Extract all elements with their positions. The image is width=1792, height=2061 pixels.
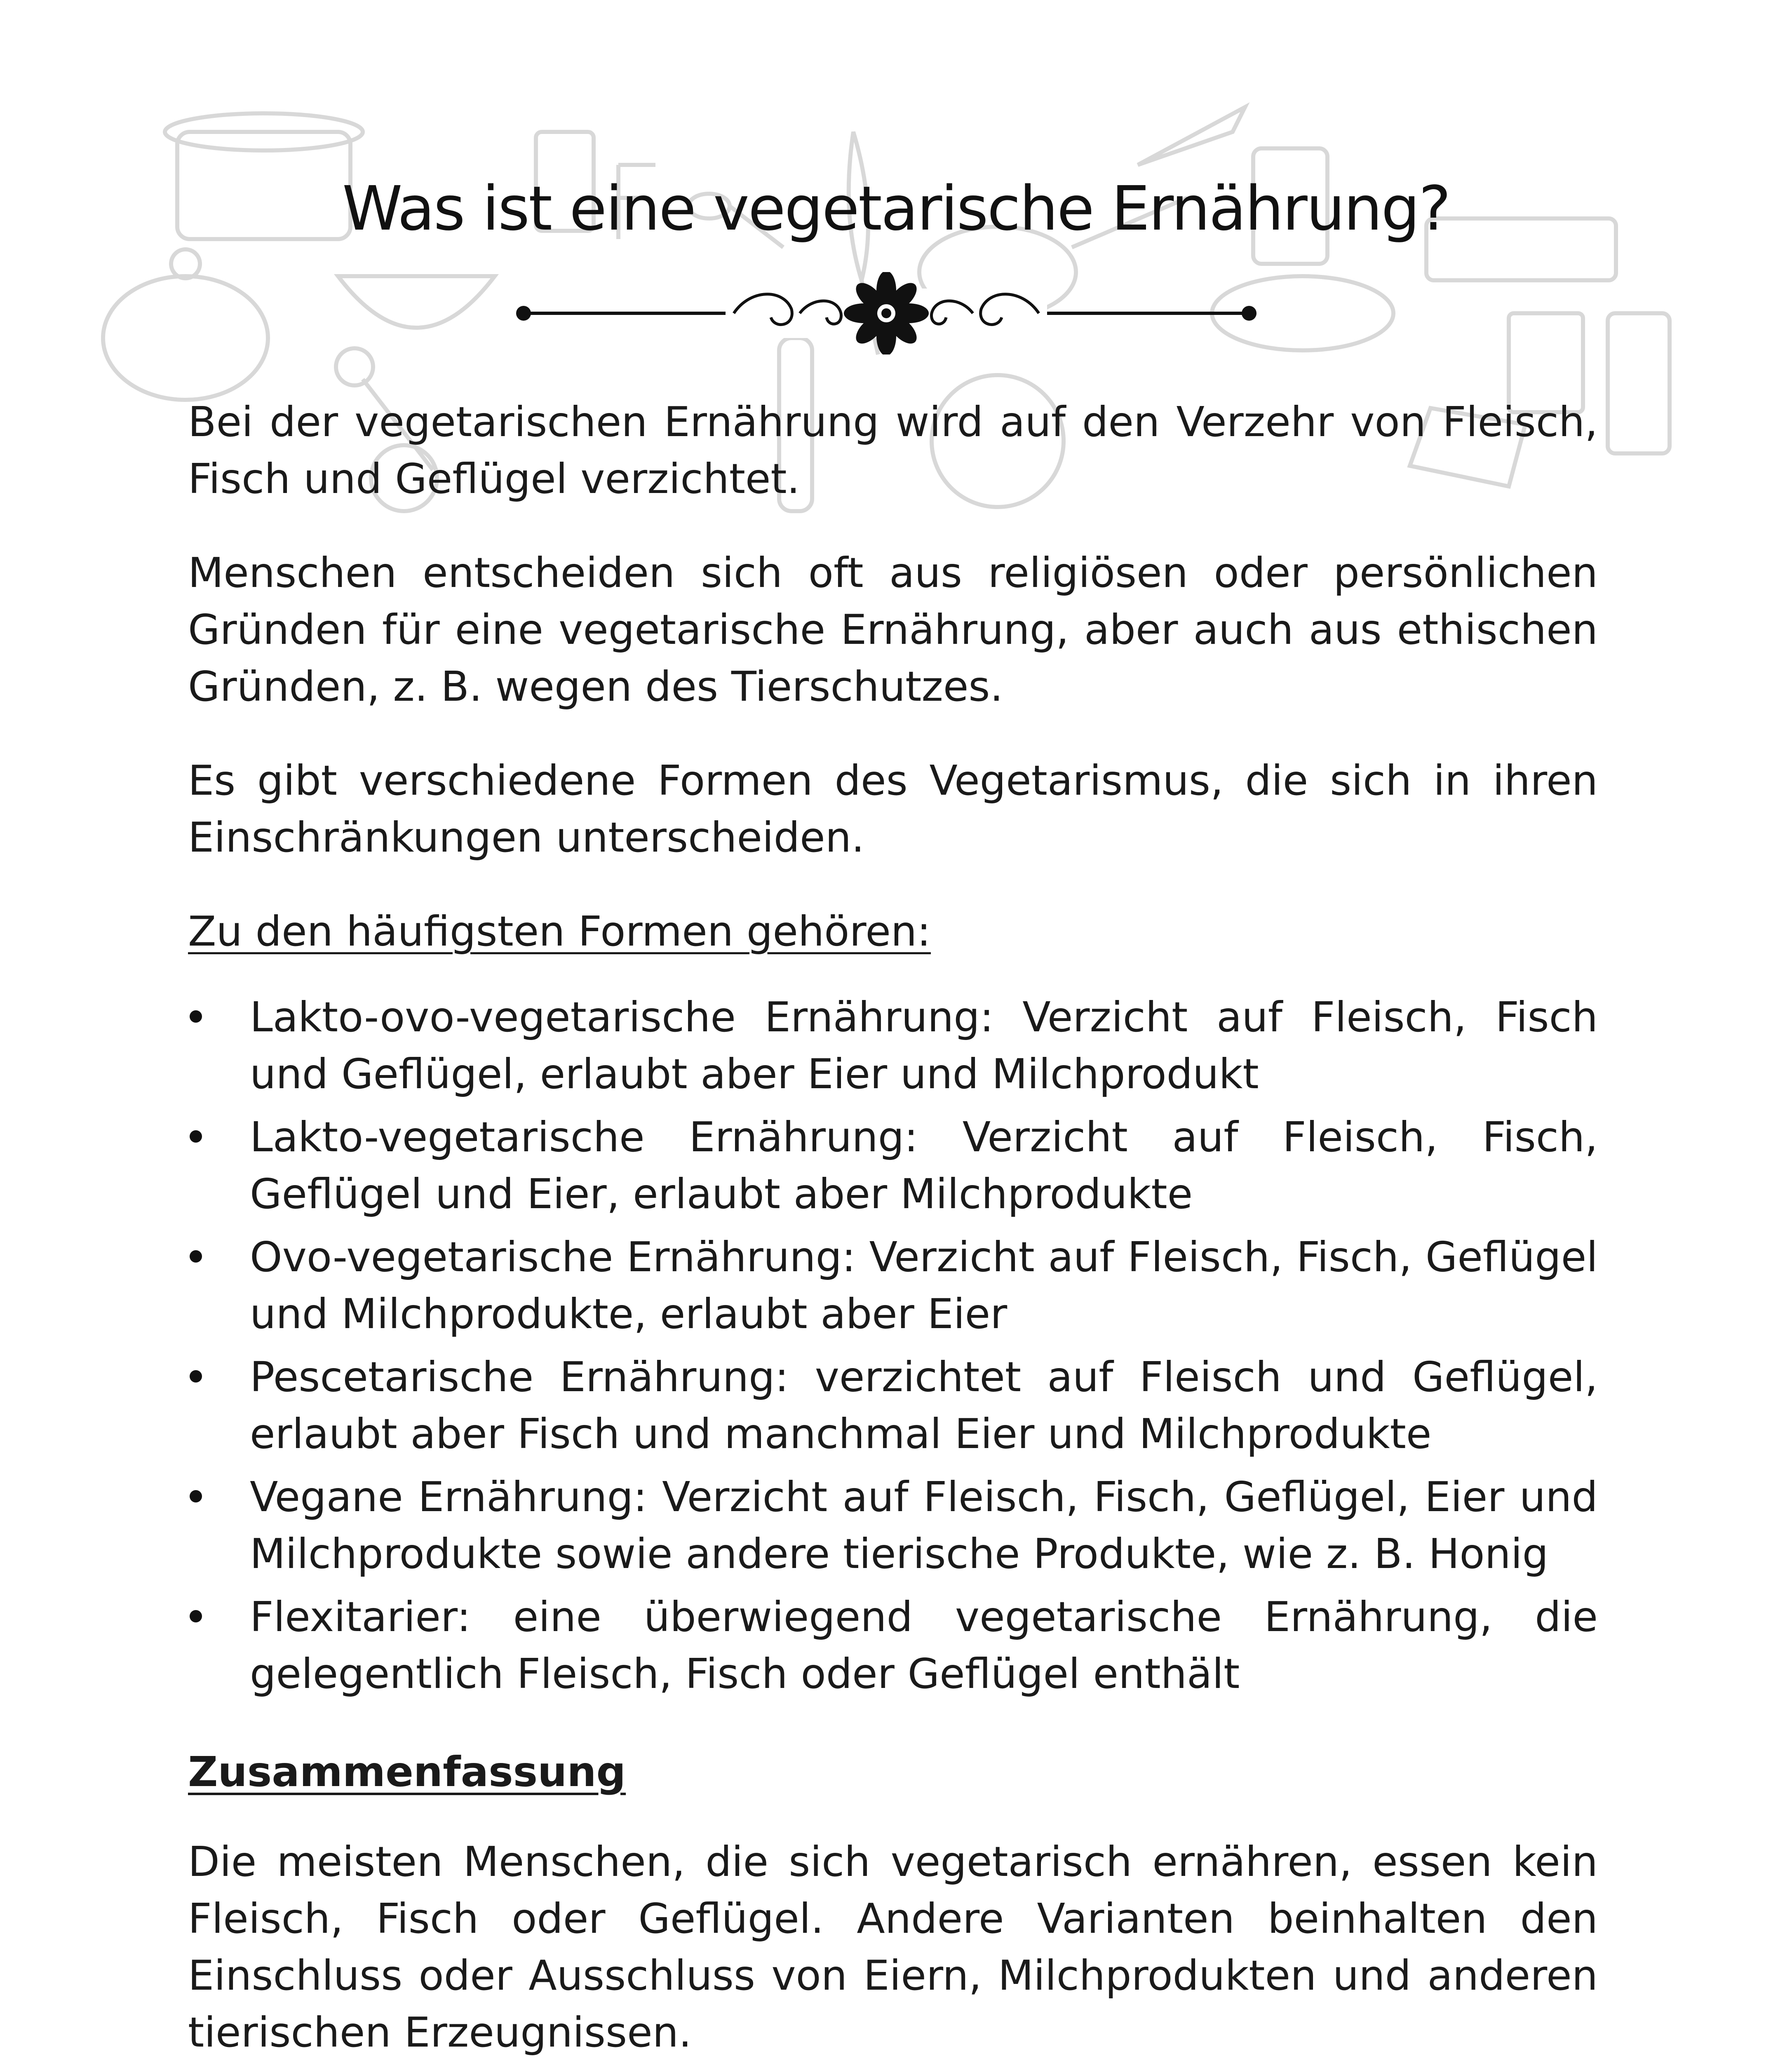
- flower-divider-ornament: [511, 272, 1261, 354]
- page-title: Was ist eine vegetarische Ernährung?: [342, 173, 1450, 244]
- list-item: [188, 1589, 1598, 1702]
- list-item: [188, 1109, 1598, 1223]
- list-item-text: Lakto-vegetarische Ernährung: Verzicht auf Fleisch, Fisch, Geflügel und Eier, erlaubt aber Milchprodukte: [250, 1113, 1598, 1218]
- list-item: [188, 989, 1598, 1103]
- forms-list: [188, 989, 1598, 1702]
- paragraph-forms: Es gibt verschiedene Formen des Vegetarismus, die sich in ihren Einschränkungen unterscheiden.: [188, 756, 1598, 861]
- summary-paragraph: Die meisten Menschen, die sich vegetarisch ernähren, essen kein Fleisch, Fisch oder Geflügel. Andere Varianten beinhalten den Einschluss oder Ausschluss von Eiern, Milchprodukten und anderen tierischen Erzeugnissen.: [188, 1838, 1598, 2056]
- bullet-icon: [190, 1130, 202, 1143]
- bullet-icon: [190, 1370, 202, 1383]
- list-item-text: Pescetarische Ernährung: verzichtet auf Fleisch und Geflügel, erlaubt aber Fisch und manchmal Eier und Milchprodukte: [250, 1353, 1598, 1458]
- summary-heading: Zusammenfassung: [188, 1748, 626, 1796]
- list-item: [188, 1229, 1598, 1343]
- list-item-text: Ovo-vegetarische Ernährung: Verzicht auf Fleisch, Fisch, Geflügel und Milchprodukte, erlaubt aber Eier: [250, 1233, 1598, 1338]
- list-item: [188, 1469, 1598, 1582]
- list-intro: Zu den häufigsten Formen gehören:: [188, 907, 931, 955]
- list-item: [188, 1349, 1598, 1462]
- list-item-text: Lakto-ovo-vegetarische Ernährung: Verzicht auf Fleisch, Fisch und Geflügel, erlaubt aber Eier und Milchprodukt: [250, 993, 1598, 1098]
- paragraph-reasons: Menschen entscheiden sich oft aus religiösen oder persönlichen Gründen für eine vegetarische Ernährung, aber auch aus ethischen Gründen, z. B. wegen des Tierschutzes.: [188, 549, 1598, 711]
- bullet-icon: [190, 1010, 202, 1023]
- list-item-text: Flexitarier: eine überwiegend vegetarische Ernährung, die gelegentlich Fleisch, Fisch oder Geflügel enthält: [250, 1593, 1598, 1698]
- bullet-icon: [190, 1490, 202, 1502]
- bullet-icon: [190, 1250, 202, 1263]
- paragraph-definition: Bei der vegetarischen Ernährung wird auf den Verzehr von Fleisch, Fisch und Geflügel verzichtet.: [188, 398, 1598, 503]
- document-body: [188, 394, 1598, 2061]
- list-item-text: Vegane Ernährung: Verzicht auf Fleisch, Fisch, Geflügel, Eier und Milchprodukte sowie andere tierische Produkte, wie z. B. Honig: [250, 1473, 1598, 1578]
- bullet-icon: [190, 1610, 202, 1622]
